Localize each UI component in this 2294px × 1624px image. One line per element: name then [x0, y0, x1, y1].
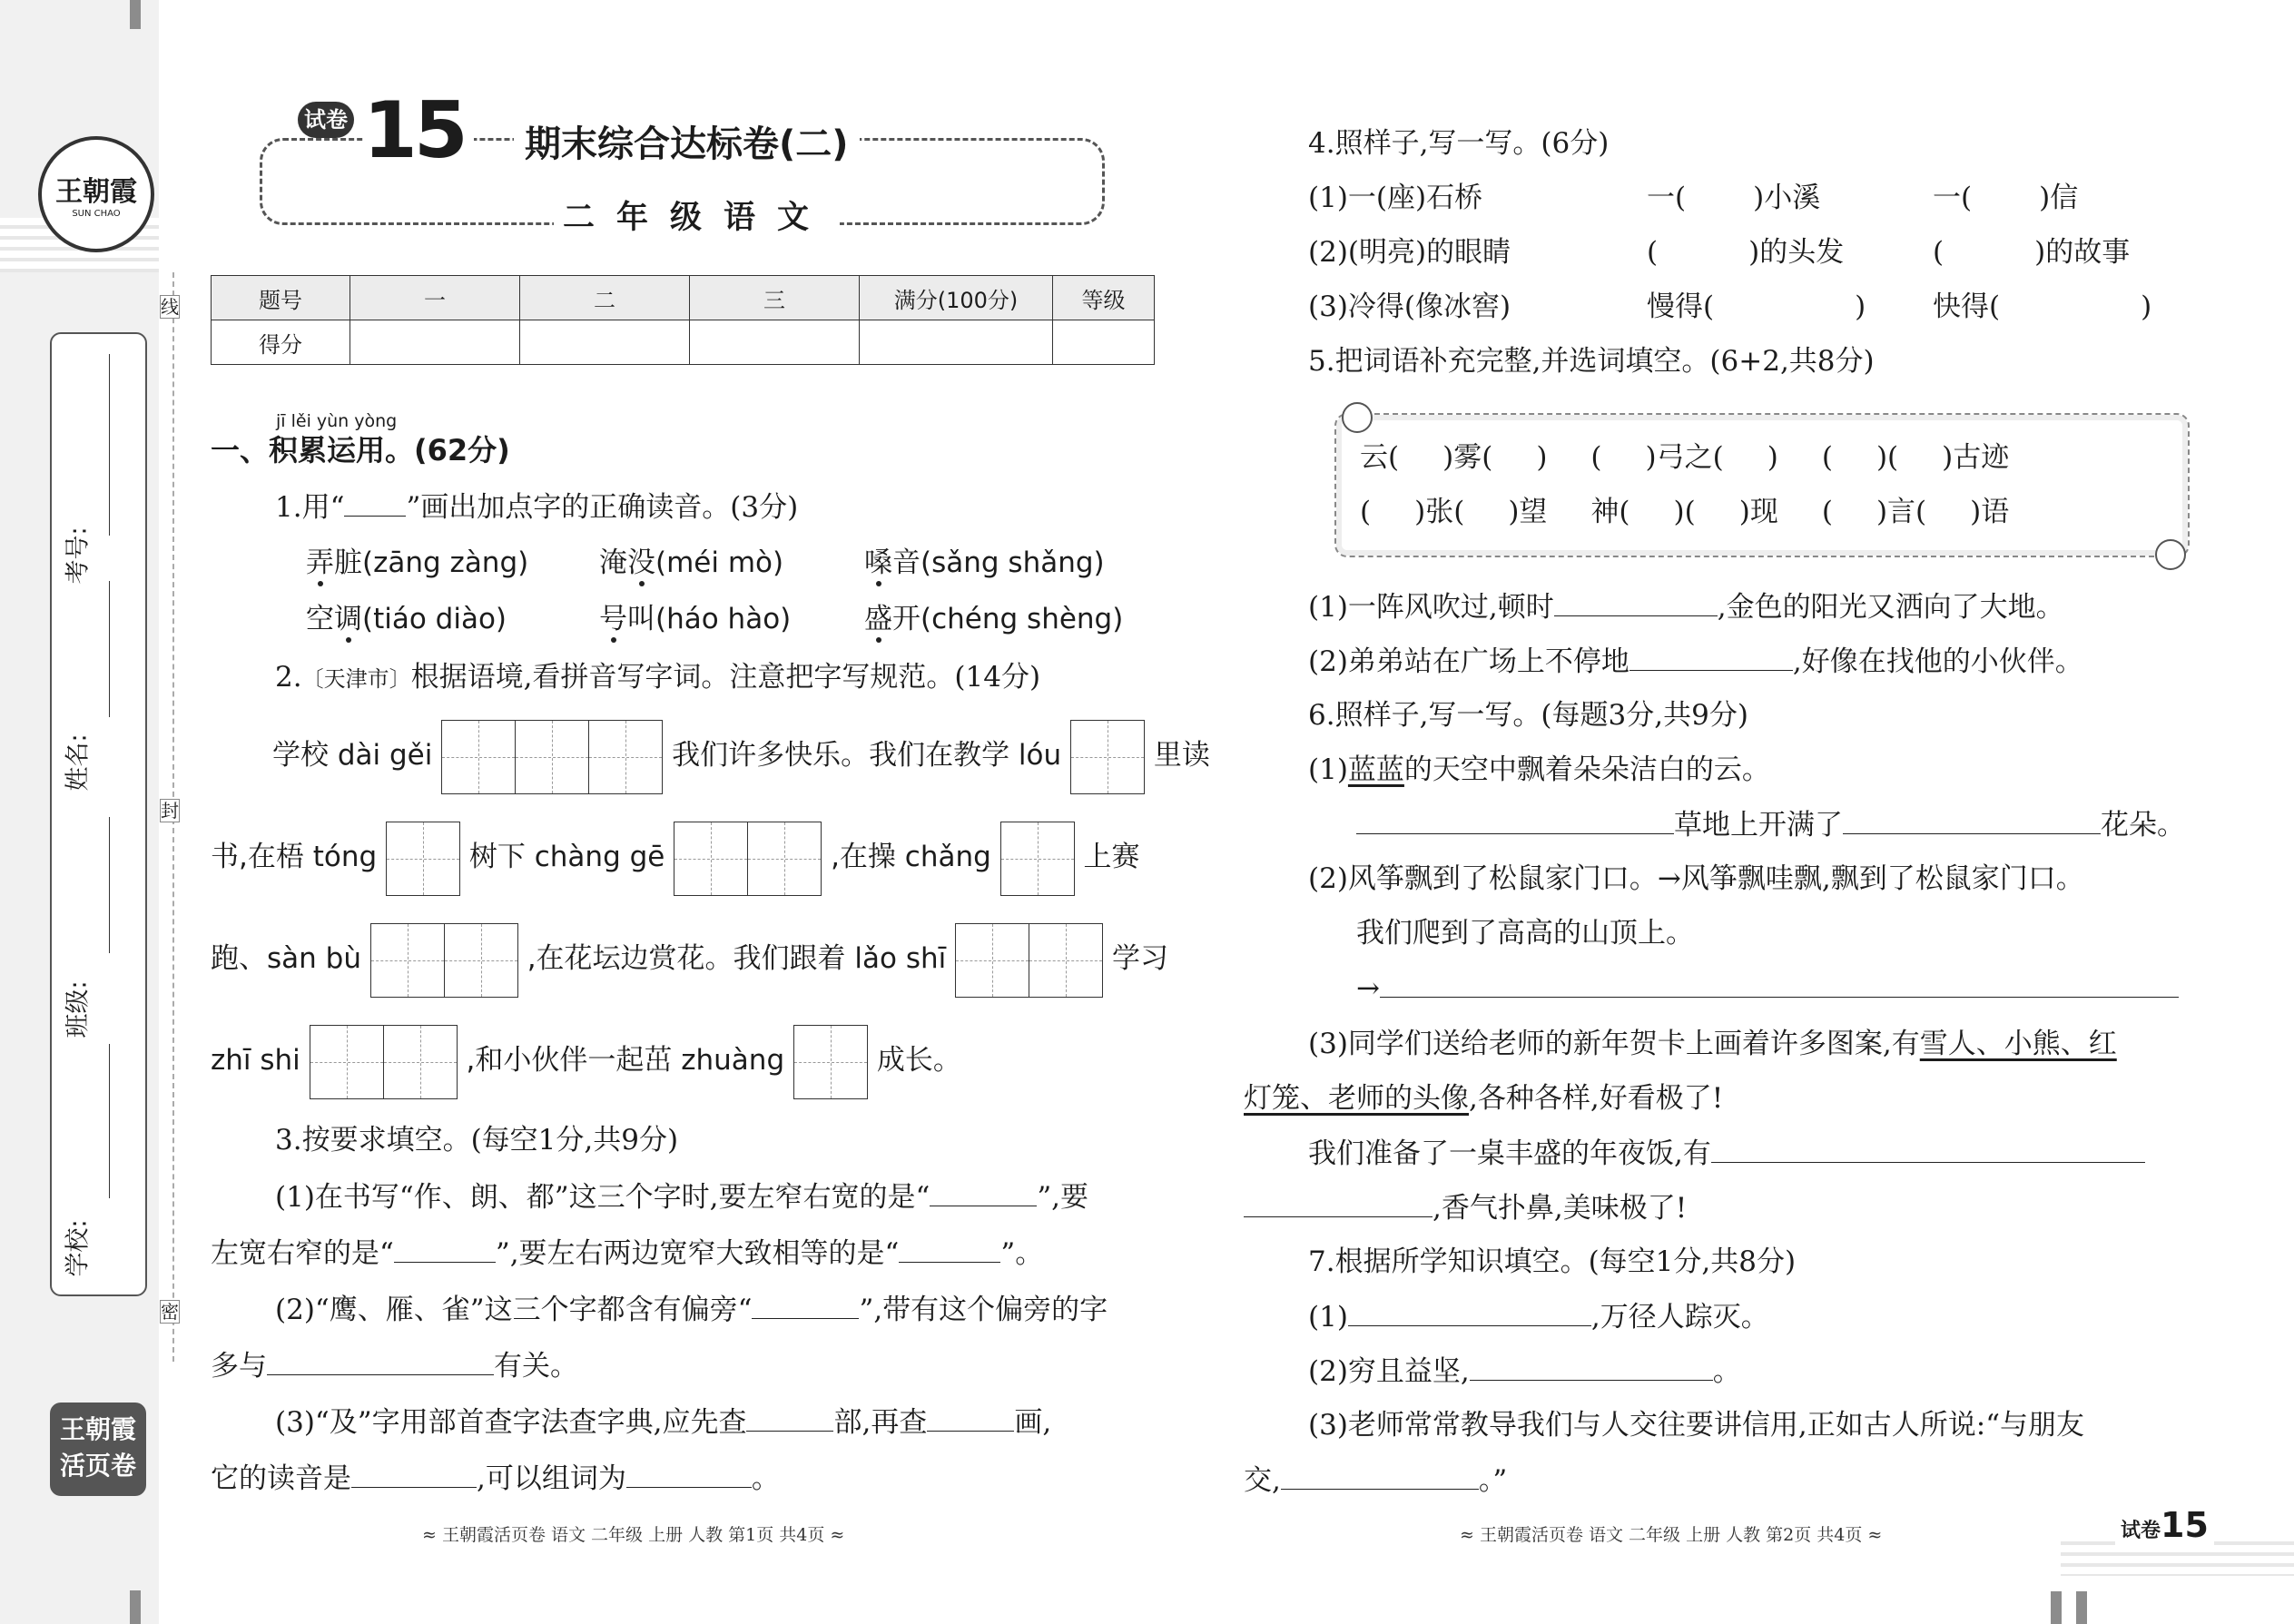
q6-text: 花朵。 — [2101, 809, 2185, 842]
q4-row2-blank2[interactable] — [1933, 234, 2130, 271]
footer-badge-number: 15 — [2161, 1505, 2209, 1545]
name-field[interactable] — [64, 581, 127, 817]
q2-text: 书,在梧 tóng — [211, 841, 378, 873]
write-grid[interactable] — [955, 923, 1103, 998]
answer-blank[interactable] — [1554, 588, 1718, 616]
q7-part3-line1: (3)老师常常教导我们与人交往要讲信用,正如古人所说:“与朋友 — [1308, 1409, 2085, 1442]
q6-part2-sentence: 我们爬到了高高的山顶上。 — [1356, 917, 1694, 950]
face-icon — [2155, 539, 2186, 570]
class-line — [109, 817, 110, 953]
name-line — [109, 581, 110, 717]
brand-logo-subtext: SUN CHAO — [72, 209, 121, 219]
brand-logo — [38, 136, 154, 252]
q4-row3-blank2[interactable] — [1933, 289, 2151, 325]
q4-row2-example: (2)(明亮)的眼睛 — [1308, 236, 1511, 269]
score-header-3: 三 — [690, 276, 860, 320]
binding-mark-2: 封 — [161, 800, 179, 822]
q6-part1-answer — [1356, 806, 2185, 843]
q7-text: (1) — [1308, 1301, 1348, 1334]
q1-item[interactable] — [599, 545, 783, 581]
q3-text: 部,再查 — [833, 1406, 928, 1439]
q2-line1 — [272, 717, 1210, 794]
q3-part3-line2 — [211, 1460, 780, 1497]
q2-line3 — [211, 920, 1168, 998]
q7-part2 — [1308, 1353, 1741, 1390]
q2-text: 上赛 — [1083, 841, 1140, 873]
answer-blank[interactable] — [1356, 806, 1674, 834]
q6-part1-example — [1308, 752, 1770, 788]
q1-item[interactable] — [599, 601, 791, 637]
answer-blank[interactable] — [746, 1403, 833, 1432]
q7-text: 。” — [1478, 1464, 1508, 1497]
school-field[interactable] — [64, 1044, 127, 1280]
q7-title: 7.根据所学知识填空。(每空1分,共8分) — [1308, 1245, 1797, 1278]
side-brand-line1: 王朝霞 — [59, 1414, 136, 1444]
exam-number-field[interactable] — [64, 345, 127, 617]
q2-text: ,在操 chǎng — [831, 841, 991, 873]
q4-row3-example: (3)冷得(像冰窖) — [1308, 290, 1511, 323]
q5-sentence1 — [1308, 588, 2064, 625]
q6-underlined-phrase: 雪人、小熊、红 — [1919, 1028, 2117, 1060]
q2-title-text: 根据语境,看拼音写字词。注意把字写规范。(14分) — [410, 661, 1041, 694]
q5-box-row2[interactable] — [1360, 494, 2009, 530]
q5-box-text: ( — [1821, 496, 1833, 528]
q4-row3-blank1[interactable] — [1647, 289, 1866, 325]
q5-box-text: ( — [1821, 441, 1833, 474]
q4-text: 快得( — [1933, 290, 2001, 323]
answer-blank[interactable] — [1348, 1298, 1591, 1326]
q4-row2-blank1[interactable] — [1647, 234, 1844, 271]
q6-part3-line1 — [1308, 1026, 2117, 1062]
q5-box-text: )望 — [1508, 496, 1548, 528]
binding-mark-3: 密 — [161, 1301, 179, 1323]
score-header-2: 二 — [520, 276, 690, 320]
write-grid[interactable] — [1070, 720, 1145, 794]
answer-blank[interactable] — [626, 1460, 752, 1488]
school-label: 学校: — [64, 1219, 93, 1277]
q1-item[interactable] — [864, 545, 1105, 581]
q3-title: 3.按要求填空。(每空1分,共9分) — [275, 1124, 679, 1156]
score-header-1: 一 — [350, 276, 520, 320]
q1-item[interactable] — [864, 601, 1123, 637]
q1-title-a: 1.用“ — [275, 491, 345, 524]
score-cell[interactable] — [690, 320, 860, 365]
q6-text: 草地上开满了 — [1674, 809, 1843, 842]
q6-part3-line3 — [1308, 1135, 2145, 1172]
bottom-tab-1 — [2051, 1591, 2062, 1624]
q4-text: ) — [2141, 290, 2152, 323]
q6-part2-answer — [1356, 969, 2179, 1007]
footer-left-text: 王朝霞活页卷 语文 二年级 上册 人教 第1页 共4页 — [441, 1525, 825, 1545]
q3-text: (3)“及”字用部首查字法查字典,应先查 — [275, 1406, 747, 1439]
q6-text: (1) — [1308, 753, 1348, 786]
q5-box-text: )雾( — [1442, 441, 1493, 474]
q6-text: 的天空中飘着朵朵洁白的云。 — [1403, 753, 1770, 786]
q6-text: ,各种各样,好看极了! — [1469, 1082, 1724, 1115]
q1-word-post: (tiáo diào) — [362, 603, 507, 635]
class-field[interactable] — [64, 817, 127, 1053]
q2-text: 学习 — [1111, 942, 1168, 975]
answer-blank[interactable] — [899, 1235, 1000, 1263]
q6-text: 我们准备了一桌丰盛的年夜饭,有 — [1308, 1137, 1711, 1170]
q1-title — [275, 488, 798, 526]
q4-text: 一( — [1647, 182, 1687, 214]
write-grid[interactable] — [310, 1025, 458, 1099]
page-title: 期末综合达标卷(二) — [514, 122, 860, 167]
score-table — [211, 275, 1155, 365]
q5-text: ,金色的阳光又洒向了大地。 — [1717, 591, 2064, 624]
answer-blank[interactable] — [927, 1403, 1014, 1432]
q5-text: ,好像在找他的小伙伴。 — [1792, 645, 2083, 678]
q1-word-post: (méi mò) — [655, 546, 784, 579]
q7-text: 。 — [1712, 1355, 1741, 1388]
score-row-label: 得分 — [212, 320, 350, 365]
q5-box-text: ( — [1360, 496, 1372, 528]
q3-text: 。 — [751, 1462, 780, 1495]
q5-text: (1)一阵风吹过,顿时 — [1308, 591, 1554, 624]
footer-right-text: 王朝霞活页卷 语文 二年级 上册 人教 第2页 共4页 — [1479, 1525, 1863, 1545]
q3-text: 多与 — [211, 1350, 267, 1383]
q5-box-text: )( — [1876, 441, 1899, 474]
face-icon — [1342, 402, 1373, 433]
q7-text: 交, — [1244, 1464, 1281, 1497]
q4-text: ( — [1933, 236, 1944, 269]
q4-text: )信 — [2039, 182, 2079, 214]
q5-box-text: ) — [1767, 441, 1778, 474]
q4-text: 慢得( — [1647, 290, 1715, 323]
q2-text: 里读 — [1153, 739, 1210, 772]
answer-blank[interactable] — [930, 1178, 1037, 1206]
q1-word-post: 叫(háo hào) — [627, 603, 792, 635]
q4-row1-example: (1)一(座)石桥 — [1308, 182, 1483, 214]
q2-text: 跑、sàn bù — [211, 942, 361, 975]
bottom-tab-2 — [2076, 1591, 2087, 1624]
q2-text: 我们许多快乐。我们在教学 lóu — [672, 739, 1062, 772]
q4-title: 4.照样子,写一写。(6分) — [1308, 127, 1610, 160]
footer-badge — [2115, 1507, 2214, 1550]
q1-item[interactable] — [306, 601, 507, 637]
test-badge: 试卷 — [298, 102, 354, 138]
q6-text: (3)同学们送给老师的新年贺卡上画着许多图案,有 — [1308, 1028, 1920, 1060]
binding-mark-1: 线 — [161, 296, 179, 318]
q5-box-text: 云( — [1360, 441, 1400, 474]
q5-box-text: )言( — [1876, 496, 1927, 528]
answer-blank[interactable] — [267, 1347, 494, 1375]
q5-box-text: )古迹 — [1942, 441, 2010, 474]
q1-dotted-char: 调 — [334, 603, 362, 635]
q3-text: ”。 — [1000, 1237, 1044, 1270]
q2-text: zhī shi — [211, 1044, 300, 1077]
q1-word-post: 脏(zāng zàng) — [334, 546, 529, 579]
q1-word-post: 开(chéng shèng) — [892, 603, 1124, 635]
test-number: 15 — [363, 87, 474, 174]
q6-part3-line2 — [1244, 1080, 1723, 1117]
q4-text: ( — [1647, 236, 1659, 269]
q3-text: 它的读音是 — [211, 1462, 351, 1495]
q3-text: 有关。 — [494, 1350, 578, 1383]
q5-box-text: 神( — [1590, 496, 1630, 528]
q3-text: ”,要 — [1037, 1181, 1089, 1214]
q3-text: (1)在书写“作、朗、都”这三个字时,要左窄右宽的是“ — [275, 1181, 930, 1214]
q1-title-b: ”画出加点字的正确读音。(3分) — [406, 491, 799, 524]
answer-blank[interactable] — [1843, 806, 2101, 834]
answer-blank[interactable] — [1244, 1189, 1433, 1217]
q3-part2-line2 — [211, 1347, 578, 1384]
q5-box-text: )语 — [1970, 496, 2010, 528]
q1-word-post: 音(sǎng shǎng) — [892, 546, 1105, 579]
q2-text: 成长。 — [876, 1044, 961, 1077]
q6-title: 6.照样子,写一写。(每题3分,共9分) — [1308, 699, 1748, 732]
margin-tab-top — [130, 0, 141, 29]
class-label: 班级: — [64, 980, 93, 1038]
exam-number-label: 考号: — [64, 527, 93, 585]
q4-text: )小溪 — [1753, 182, 1821, 214]
margin-tab-bottom — [130, 1590, 141, 1624]
q4-text: ) — [1855, 290, 1866, 323]
q5-box-text: ( — [1590, 441, 1602, 474]
footer-right: ≈ 王朝霞活页卷 语文 二年级 上册 人教 第2页 共4页 ≈ — [1460, 1525, 1883, 1545]
q2-text: ,在花坛边赏花。我们跟着 lǎo shī — [527, 942, 947, 975]
side-brand-line2: 活页卷 — [59, 1451, 136, 1481]
q1-word-pre: 淹 — [599, 546, 627, 579]
write-grid[interactable] — [370, 923, 518, 998]
q2-text: 树下 chàng gē — [468, 841, 665, 873]
q3-text: ”,带有这个偏旁的字 — [859, 1294, 1108, 1326]
q5-word-box — [1334, 413, 2190, 557]
q3-part2-line1 — [275, 1291, 1108, 1328]
score-header-grade: 等级 — [1053, 276, 1155, 320]
q6-underlined-phrase: 灯笼、老师的头像 — [1244, 1082, 1469, 1115]
q1-dotted-char: 没 — [627, 546, 655, 579]
q5-box-text: )弓之( — [1645, 441, 1724, 474]
q1-dotted-char: 嗓 — [864, 546, 892, 579]
answer-blank[interactable] — [351, 1460, 477, 1488]
q1-dotted-char: 盛 — [864, 603, 892, 635]
q1-dotted-char: 弄 — [306, 546, 334, 579]
write-grid[interactable] — [1000, 822, 1075, 896]
q5-box-text: )现 — [1738, 496, 1778, 528]
write-grid[interactable] — [793, 1025, 868, 1099]
exam-number-line — [109, 354, 110, 536]
answer-blank[interactable] — [1281, 1462, 1479, 1490]
q7-part3-line2 — [1244, 1462, 1507, 1499]
brand-logo-text: 王朝霞 — [55, 176, 137, 208]
answer-blank[interactable] — [752, 1291, 859, 1319]
q5-box-row1[interactable] — [1360, 439, 2009, 476]
q5-box-text: )( — [1673, 496, 1696, 528]
q3-part1-line1 — [275, 1178, 1088, 1216]
q4-text: 一( — [1933, 182, 1973, 214]
q2-text: ,和小伙伴一起茁 zhuàng — [466, 1044, 785, 1077]
q6-text: ,香气扑鼻,美味极了! — [1433, 1192, 1688, 1225]
side-brand-logo — [50, 1403, 146, 1496]
write-grid[interactable] — [386, 822, 460, 896]
q2-line4 — [211, 1022, 961, 1099]
answer-blank[interactable] — [1629, 643, 1793, 671]
q3-part3-line1 — [275, 1403, 1051, 1441]
q3-text: 画, — [1014, 1406, 1052, 1439]
q6-underlined-word: 蓝蓝 — [1347, 753, 1404, 786]
section1-pinyin: jī lěi yùn yòng — [276, 411, 398, 431]
score-cell[interactable] — [520, 320, 690, 365]
q2-line2 — [211, 819, 1140, 896]
q2-number: 2. — [275, 661, 302, 694]
score-cell[interactable] — [860, 320, 1053, 365]
answer-blank[interactable] — [1380, 969, 2179, 998]
q5-box-text: ) — [1536, 441, 1548, 474]
q7-text: (2)穷且益坚, — [1308, 1355, 1470, 1388]
q4-row1-blank1[interactable] — [1647, 180, 1820, 216]
name-label: 姓名: — [64, 733, 93, 792]
q6-part2-example: (2)风筝飘到了松鼠家门口。→风筝飘哇飘,飘到了松鼠家门口。 — [1308, 862, 2084, 895]
answer-blank[interactable] — [1470, 1353, 1713, 1381]
answer-blank[interactable] — [1711, 1135, 2145, 1163]
q2-title — [275, 659, 1040, 697]
q3-text: ,可以组词为 — [477, 1462, 626, 1495]
q5-box-text: )张( — [1414, 496, 1465, 528]
footer-left: ≈ 王朝霞活页卷 语文 二年级 上册 人教 第1页 共4页 ≈ — [422, 1525, 845, 1545]
q2-text: 学校 dài gěi — [272, 739, 433, 772]
write-grid[interactable] — [674, 822, 822, 896]
q2-region-tag: 〔天津市〕 — [301, 666, 411, 692]
section1-title: 一、积累运用。(62分) — [211, 433, 510, 468]
q6-part3-line4 — [1244, 1189, 1687, 1226]
q1-dotted-char: 号 — [599, 603, 627, 635]
score-header-no: 题号 — [212, 276, 350, 320]
school-line — [109, 1044, 110, 1198]
q3-part1-line2 — [211, 1235, 1043, 1272]
q5-text: (2)弟弟站在广场上不停地 — [1308, 645, 1629, 678]
q4-row1-blank2[interactable] — [1933, 180, 2078, 216]
q1-word-pre: 空 — [306, 603, 334, 635]
q1-item[interactable] — [306, 545, 528, 581]
q7-text: ,万径人踪灭。 — [1590, 1301, 1769, 1334]
page-subtitle: 二年级语文 — [554, 196, 840, 240]
arrow-icon: → — [1356, 972, 1380, 1005]
q1-underline-sample — [344, 488, 406, 517]
score-header-full: 满分(100分) — [860, 276, 1053, 320]
q3-text: (2)“鹰、雁、雀”这三个字都含有偏旁“ — [275, 1294, 753, 1326]
score-cell[interactable] — [1053, 320, 1155, 365]
q3-text: 左宽右窄的是“ — [211, 1237, 394, 1270]
answer-blank[interactable] — [394, 1235, 496, 1263]
q5-title: 5.把词语补充完整,并选词填空。(6+2,共8分) — [1308, 345, 1875, 378]
q7-part1 — [1308, 1298, 1769, 1335]
q5-sentence2 — [1308, 643, 2083, 680]
q4-text: )的故事 — [2034, 236, 2131, 269]
q4-text: )的头发 — [1748, 236, 1845, 269]
write-grid[interactable] — [441, 720, 663, 794]
score-cell[interactable] — [350, 320, 520, 365]
footer-badge-label: 试卷 — [2121, 1520, 2161, 1542]
q3-text: ”,要左右两边宽窄大致相等的是“ — [495, 1237, 900, 1270]
